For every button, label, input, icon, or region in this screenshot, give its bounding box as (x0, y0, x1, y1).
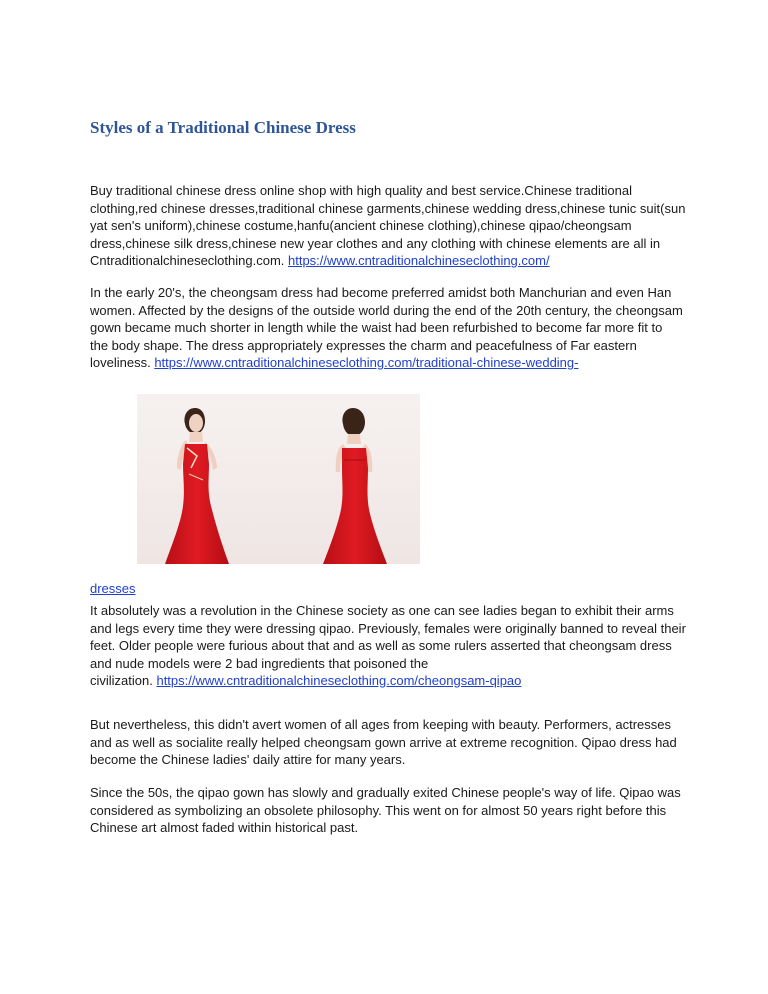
text-line: women. Affected by the designs of the outside world during the end of the 20th century, the cheongsam (90, 302, 683, 318)
text-line: Since the 50s, the qipao gown has slowly and gradually exited Chinese people's way of life. Qipao was (90, 785, 681, 800)
text-line: feet. Older people were furious about that and as well as some rulers asserted that cheongsam dress (90, 638, 672, 653)
text-line: But nevertheless, this didn't avert women of all ages from keeping with beauty. Performers, actresses (90, 717, 672, 732)
history-paragraph (90, 284, 690, 372)
text-line: In the early 20's, the cheongsam dress had become preferred amidst both Manchurian and even Han (90, 285, 672, 300)
dress-photo (137, 394, 420, 564)
link-continuation (90, 580, 136, 598)
text-line: dress,chinese silk dress,chinese new year clothes and any clothing with chinese elements are all in (90, 235, 661, 251)
text-line: considered as symbolizing an obsolete philosophy. This went on for almost 50 years right before this (90, 802, 667, 818)
shop-home-link[interactable]: https://www.cntraditionalchineseclothing.com/ (288, 253, 550, 268)
wedding-dresses-link-continuation[interactable]: dresses (90, 581, 136, 596)
text-line: and legs every time they were dressing qipao. Previously, females were originally banned to reveal their (90, 620, 686, 636)
text-line: Buy traditional chinese dress online shop with high quality and best service.Chinese traditional (90, 183, 632, 198)
text-line: It absolutely was a revolution in the Chinese society as one can see ladies began to exhibit their arms (90, 603, 674, 618)
text-fragment: Cntraditionalchineseclothing.com. (90, 253, 288, 268)
intro-paragraph (90, 182, 690, 270)
text-line: clothing,red chinese dresses,traditional chinese garments,chinese wedding dress,chinese tunic suit(sun (90, 200, 686, 216)
text-line (90, 354, 690, 372)
text-line: and nude models were 2 bad ingredients that poisoned the (90, 655, 429, 671)
text-line: gown became much shorter in length while the waist had been refurbished to become far more fit to (90, 320, 663, 335)
decline-paragraph (90, 784, 690, 837)
text-line: the body shape. The dress appropriately expresses the charm and peacefulness of Far eastern (90, 337, 637, 353)
wedding-dresses-link[interactable]: https://www.cntraditionalchineseclothing.com/traditional-chinese-wedding- (154, 355, 579, 370)
page-title: Styles of a Traditional Chinese Dress (90, 118, 356, 137)
text-line (90, 672, 690, 690)
cheongsam-qipao-link[interactable]: https://www.cntraditionalchineseclothing.com/cheongsam-qipao (156, 673, 522, 688)
beauty-paragraph (90, 716, 690, 769)
revolution-paragraph (90, 602, 690, 690)
text-line: yat sen's uniform),chinese costume,hanfu(ancient chinese clothing),chinese qipao/cheongsam (90, 218, 632, 233)
dress-illustration (137, 394, 420, 564)
text-line (90, 252, 690, 270)
text-fragment: civilization. (90, 673, 157, 688)
text-line: become the Chinese ladies' daily attire for many years. (90, 752, 406, 767)
text-line: and as well as socialite really helped cheongsam gown arrive at extreme recognition. Qipao dress had (90, 734, 677, 750)
text-line: Chinese art almost faded within historical past. (90, 820, 359, 835)
text-fragment: loveliness. (90, 355, 155, 370)
